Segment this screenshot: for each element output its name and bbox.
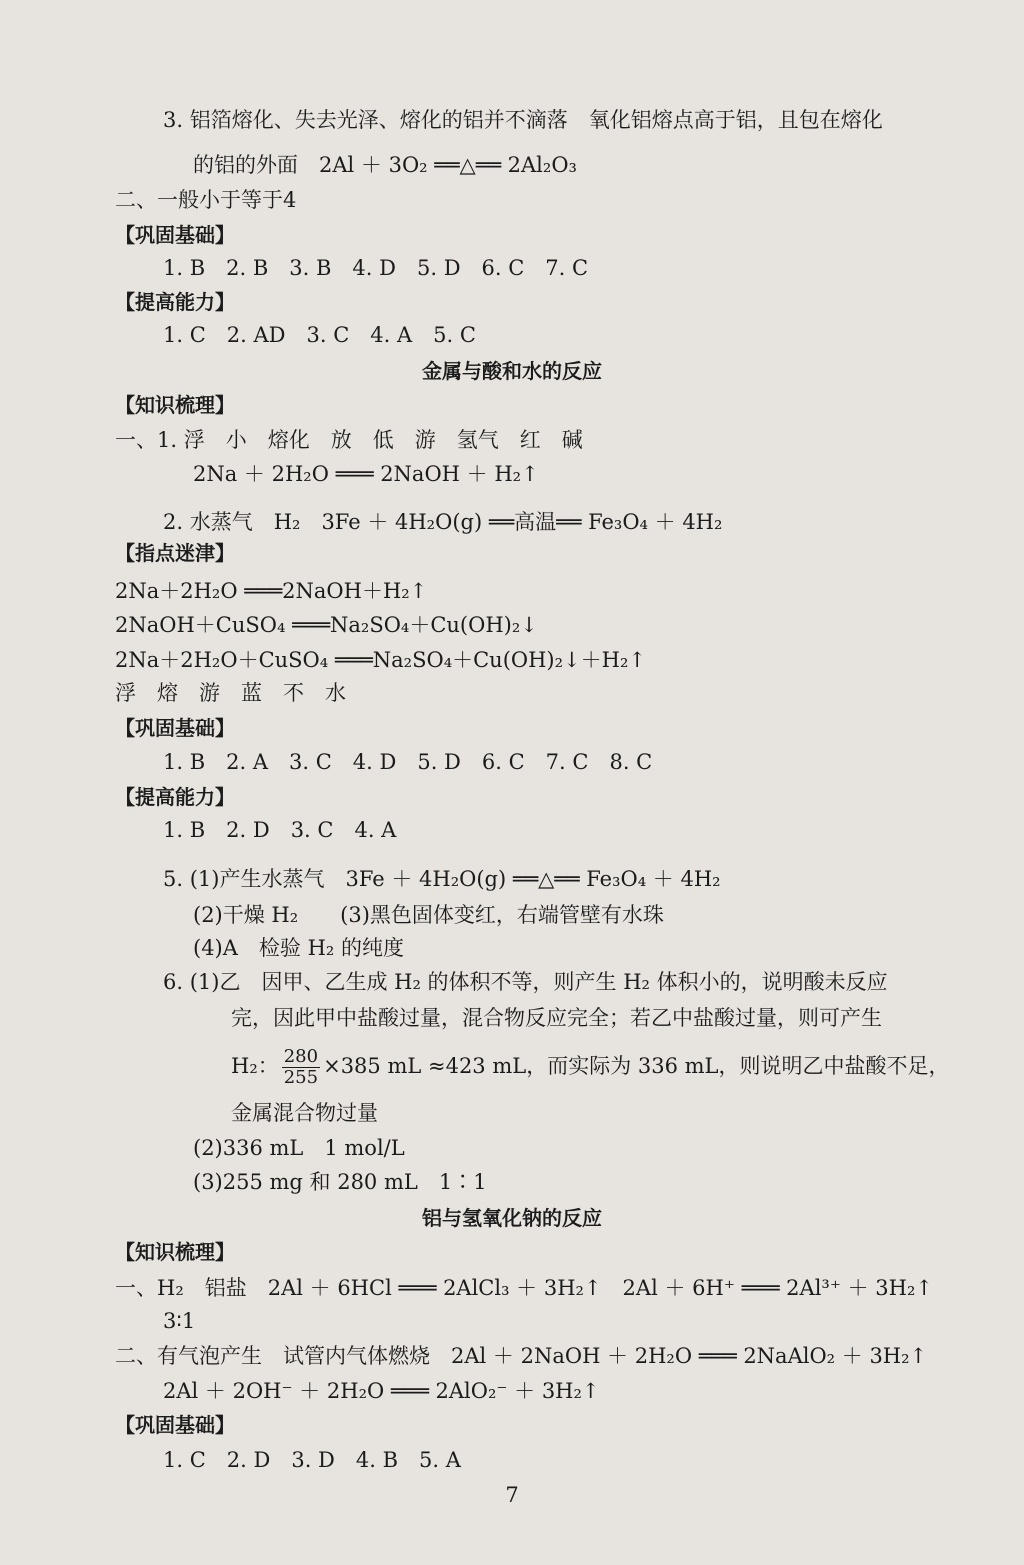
calc-prefix: H₂： (231, 1054, 279, 1078)
text-line: 6. (1)乙 因甲、乙生成 H₂ 的体积不等，则产生 H₂ 体积小的，说明酸未反应 (163, 970, 888, 994)
fraction (282, 1047, 320, 1088)
text-line: 金属混合物过量 (231, 1101, 378, 1125)
equation-line: 的铝的外面 2Al ＋ 3O₂ ══△══ 2Al₂O₃ (193, 153, 577, 177)
answer-list: 1. C 2. D 3. D 4. B 5. A (163, 1448, 461, 1472)
text-line: 3∶1 (163, 1309, 196, 1333)
section-heading: 【提高能力】 (115, 290, 235, 314)
section-heading: 【提高能力】 (115, 785, 235, 809)
page-number: 7 (505, 1483, 519, 1507)
section-heading: 【指点迷津】 (115, 541, 235, 565)
equation-line: 2NaOH＋CuSO₄ ═══Na₂SO₄＋Cu(OH)₂↓ (115, 613, 538, 637)
equation-line: 2Al ＋ 2OH⁻ ＋ 2H₂O ═══ 2AlO₂⁻ ＋ 3H₂↑ (163, 1379, 600, 1403)
text-line: (2)336 mL 1 mol/L (193, 1136, 405, 1160)
calc-rest: ×385 mL ≈423 mL，而实际为 336 mL，则说明乙中盐酸不足， (323, 1054, 950, 1078)
equation-line: 5. (1)产生水蒸气 3Fe ＋ 4H₂O(g) ══△══ Fe₃O₄ ＋ 4H₂ (163, 867, 721, 891)
calc-line (231, 1047, 949, 1088)
equation-line: 2. 水蒸气 H₂ 3Fe ＋ 4H₂O(g) ══高温══ Fe₃O₄ ＋ 4H₂ (163, 510, 723, 534)
text-line: (2)干燥 H₂ (3)黑色固体变红，右端管壁有水珠 (193, 903, 664, 927)
equation-line: 2Na ＋ 2H₂O ═══ 2NaOH ＋ H₂↑ (193, 462, 539, 486)
answer-list: 1. B 2. D 3. C 4. A (163, 818, 397, 842)
text-line: 3. 铝箔熔化、失去光泽、熔化的铝并不滴落 氧化铝熔点高于铝，且包在熔化 (163, 108, 883, 132)
text-line: 完，因此甲中盐酸过量，混合物反应完全；若乙中盐酸过量，则可产生 (231, 1006, 882, 1030)
section-heading: 【巩固基础】 (115, 223, 235, 247)
section-heading: 【知识梳理】 (115, 1240, 235, 1264)
text-line: 一、1. 浮 小 熔化 放 低 游 氢气 红 碱 (115, 428, 583, 452)
section-heading: 【知识梳理】 (115, 393, 235, 417)
answer-list: 1. B 2. B 3. B 4. D 5. D 6. C 7. C (163, 256, 589, 280)
answer-list: 1. C 2. AD 3. C 4. A 5. C (163, 323, 476, 347)
equation-line: 一、H₂ 铝盐 2Al ＋ 6HCl ═══ 2AlCl₃ ＋ 3H₂↑ 2Al ＋ 6H⁺ ═══ 2Al³⁺ ＋ 3H₂↑ (115, 1276, 933, 1300)
equation-line: 2Na＋2H₂O ═══2NaOH＋H₂↑ (115, 579, 428, 603)
chapter-title: 铝与氢氧化钠的反应 (422, 1206, 602, 1230)
section-heading: 【巩固基础】 (115, 716, 235, 740)
section-heading: 【巩固基础】 (115, 1413, 235, 1437)
equation-line: 2Na＋2H₂O＋CuSO₄ ═══Na₂SO₄＋Cu(OH)₂↓＋H₂↑ (115, 648, 646, 672)
answer-list: 1. B 2. A 3. C 4. D 5. D 6. C 7. C 8. C (163, 750, 653, 774)
text-line: 浮 熔 游 蓝 不 水 (115, 681, 346, 705)
fraction-numerator: 280 (283, 1046, 319, 1067)
equation-line: 二、有气泡产生 试管内气体燃烧 2Al ＋ 2NaOH ＋ 2H₂O ═══ 2NaAlO₂ ＋ 3H₂↑ (115, 1344, 928, 1368)
text-line: (4)A 检验 H₂ 的纯度 (193, 936, 404, 960)
text-line: 二、一般小于等于4 (115, 188, 297, 212)
chapter-title: 金属与酸和水的反应 (422, 359, 602, 383)
text-line: (3)255 mg 和 280 mL 1∶1 (193, 1170, 487, 1194)
fraction-denominator: 255 (283, 1067, 319, 1088)
